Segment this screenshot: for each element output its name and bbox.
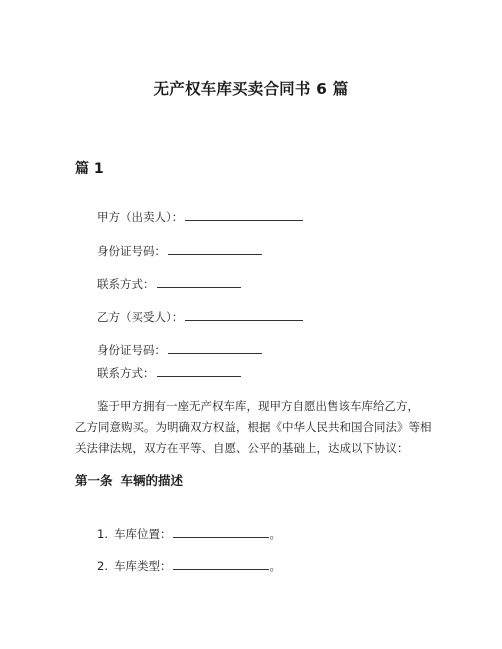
item-index: 1. bbox=[97, 527, 108, 541]
article-heading bbox=[75, 472, 183, 490]
field-label: 甲方（出卖人）： bbox=[97, 210, 184, 224]
blank-line bbox=[168, 341, 262, 354]
seller-id-field bbox=[97, 242, 262, 260]
buyer-id-field bbox=[97, 341, 262, 359]
field-label: 乙方（买受人）： bbox=[97, 310, 184, 324]
item-label: 车库位置： bbox=[113, 527, 172, 541]
seller-name-field bbox=[97, 208, 303, 226]
document-title: 无产权车库买卖合同书 6 篇 bbox=[153, 80, 349, 98]
field-label: 联系方式： bbox=[97, 366, 155, 380]
field-label: 身份证号码： bbox=[97, 244, 166, 258]
seller-contact-field bbox=[97, 275, 241, 293]
list-item bbox=[97, 525, 281, 543]
blank-line bbox=[173, 525, 269, 538]
buyer-contact-field bbox=[97, 364, 241, 382]
paragraph-line: 乙方同意购买。为明确双方权益，根据《中华人民共和国合同法》等相 bbox=[75, 420, 432, 434]
blank-line bbox=[185, 308, 303, 321]
blank-line bbox=[157, 275, 241, 288]
field-label: 身份证号码： bbox=[97, 343, 166, 357]
paragraph-line: 鉴于甲方拥有一座无产权车库，现甲方自愿出售该车库给乙方， bbox=[97, 399, 419, 413]
item-end: 。 bbox=[269, 559, 281, 573]
blank-line bbox=[168, 242, 262, 255]
item-end: 。 bbox=[269, 527, 281, 541]
blank-line bbox=[185, 208, 303, 221]
item-label: 车库类型： bbox=[113, 559, 172, 573]
blank-line bbox=[157, 364, 241, 377]
list-item bbox=[97, 557, 281, 575]
preamble-paragraph bbox=[75, 396, 437, 459]
item-index: 2. bbox=[97, 559, 108, 573]
article-number: 第一条 bbox=[75, 473, 113, 488]
blank-line bbox=[173, 557, 269, 570]
paragraph-line: 关法律法规，双方在平等、自愿、公平的基础上，达成以下协议： bbox=[75, 441, 409, 455]
field-label: 联系方式： bbox=[97, 277, 155, 291]
section-heading: 篇 1 bbox=[75, 161, 104, 177]
article-title: 车辆的描述 bbox=[120, 473, 184, 488]
buyer-name-field bbox=[97, 308, 303, 326]
